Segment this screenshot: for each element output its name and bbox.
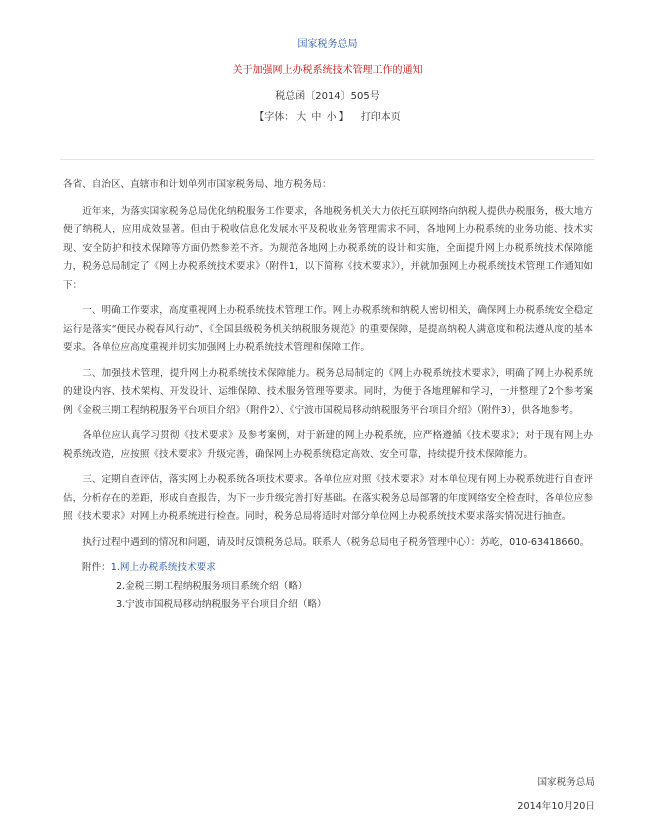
document-number: 税总函〔2014〕505号 (275, 91, 380, 102)
attachments-list (63, 559, 593, 578)
salutation: 各省、自治区、直辖市和计划单列市国家税务局、地方税务局： (63, 179, 332, 190)
issuer-heading: 国家税务总局 (297, 39, 358, 50)
paragraph-intro: 近年来，为落实国家税务总局优化纳税服务工作要求，各地税务机关大力依托互联网络向纳税人提供办税服务，极大地方便了纳税人，应用成效显著。但由于税收信息化发展水平及税收业务管理需求不同，各地网上办税系统的业务功能、技术实现、安全防护和技术保障等方面仍然参差不齐。为规范各地网上办税系统的设计和实施，全面提升网上办税系统技术保障能力，税务总局制定了《网上办税系统技术要求》（附件1，以下简称《技术要求》），并就加强网上办税系统技术管理工作通知如下： (63, 205, 593, 291)
font-medium-button[interactable]: 中 (311, 112, 322, 123)
font-small-button[interactable]: 小 (326, 112, 337, 123)
font-large-button[interactable]: 大 (296, 112, 307, 123)
attachments-label: 附件： (82, 562, 111, 573)
page-title: 关于加强网上办税系统技术管理工作的通知 (232, 65, 423, 76)
attachment-link-1[interactable]: 1.网上办税系统技术要求 (110, 562, 216, 573)
signature-issuer: 国家税务总局 (537, 777, 595, 788)
paragraph-contact: 执行过程中遇到的情况和问题，请及时反馈税务总局。联系人（税务总局电子税务管理中心）：苏屹，010-63418660。 (82, 536, 590, 548)
paragraph-section-2-note: 各单位应认真学习贯彻《技术要求》及参考案例，对于新建的网上办税系统，应严格遵循《技术要求》；对于现有网上办税系统改造，应按照《技术要求》升级完善，确保网上办税系统稳定高效、安全可靠，持续提升技术保障能力。 (63, 430, 593, 460)
notice-body (63, 176, 593, 615)
attachment-item-2: 2.金税三期工程纳税服务项目系统介绍（略） (116, 580, 308, 592)
signature-date: 2014年10月20日 (517, 801, 595, 812)
paragraph-section-2: 二、加强技术管理，提升网上办税系统技术保障能力。税务总局制定的《网上办税系统技术要求》，明确了网上办税系统的建设内容、技术架构、开发设计、运维保障、技术服务管理等要求。同时，为便于各地理解和学习，一并整理了2个参考案例《金税三期工程纳税服务平台项目介绍》（附件2）、《宁波市国税局移动纳税服务平台项目介绍》（附件3），供各地参考。 (63, 367, 593, 416)
header-divider (60, 159, 595, 160)
paragraph-section-1: 一、明确工作要求，高度重视网上办税系统技术管理工作。网上办税系统和纳税人密切相关，确保网上办税系统安全稳定运行是落实“便民办税春风行动”、《全国县级税务机关纳税服务规范》的重要保障，是提高纳税人满意度和税法遵从度的基本要求。各单位应高度重视并切实加强网上办税系统技术管理和保障工作。 (63, 305, 593, 353)
font-size-toolbar (0, 111, 655, 125)
print-page-link[interactable]: 打印本页 (360, 112, 401, 123)
attachment-item-3: 3.宁波市国税局移动纳税服务平台项目介绍（略） (116, 599, 327, 610)
font-size-bracket-close: 】 (338, 112, 349, 123)
font-size-label: 【字体： (254, 112, 295, 123)
paragraph-section-3: 三、定期自查评估，落实网上办税系统各项技术要求。各单位应对照《技术要求》对本单位现有网上办税系统进行自查评估，分析存在的差距，形成自查报告，为下一步升级完善打好基础。在落实税务总局部署的年度网络安全检查时，各单位应参照《技术要求》对网上办税系统进行检查。同时，税务总局将适时对部分单位网上办税系统技术要求落实情况进行抽查。 (63, 474, 593, 522)
